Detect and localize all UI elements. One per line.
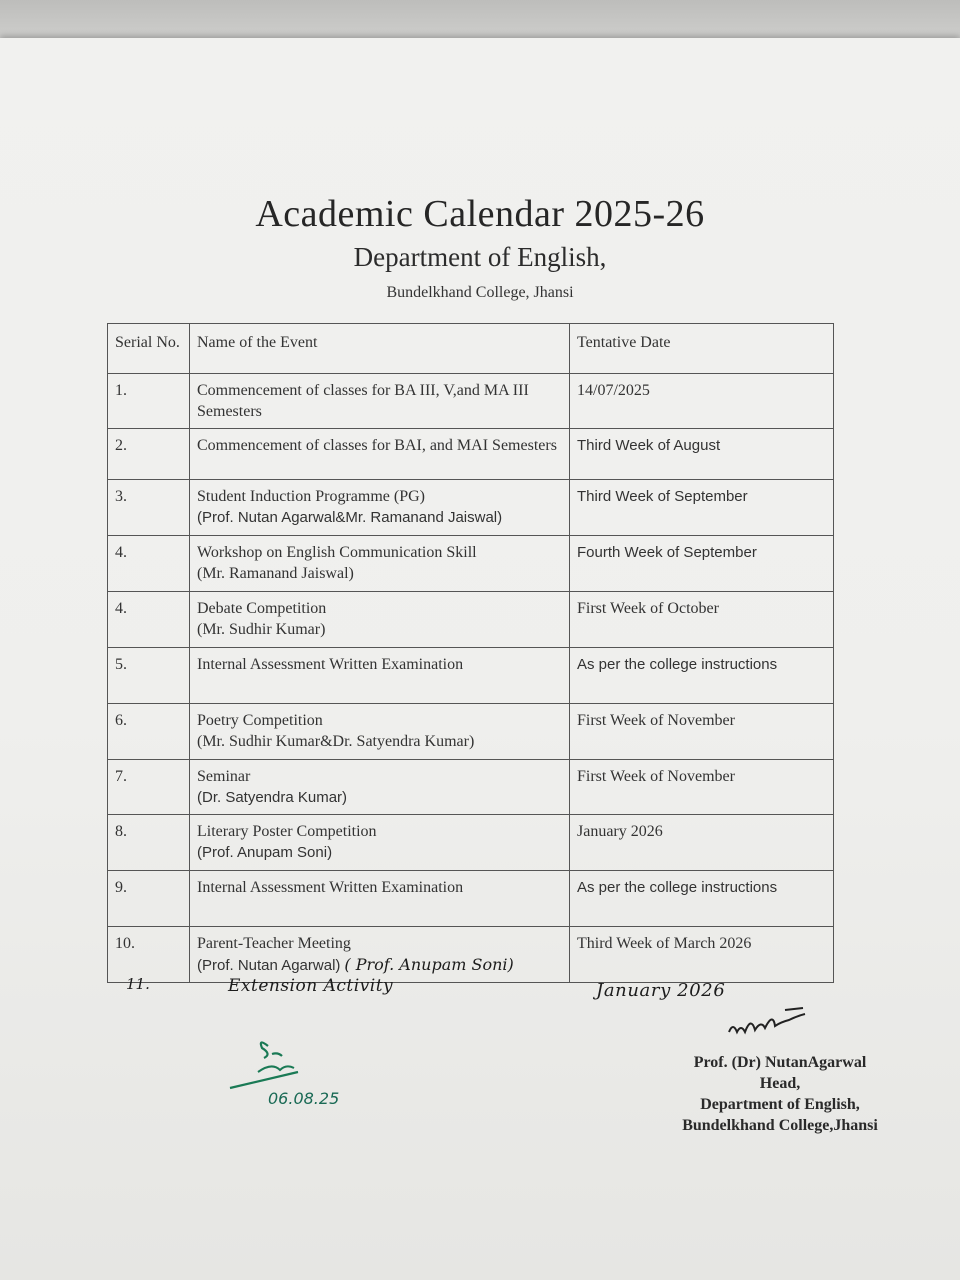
table-row: [108, 815, 834, 871]
event-title: Poetry Competition: [197, 712, 323, 729]
background-top: [0, 0, 960, 42]
table-header-row: [108, 324, 834, 374]
signatory-name: Prof. (Dr) NutanAgarwal: [693, 1054, 867, 1071]
table-row: [108, 871, 834, 927]
event-coordinator: (Prof. Nutan Agarwal&Mr. Ramanand Jaiswal): [197, 509, 503, 526]
row-date: Third Week of September: [570, 480, 834, 536]
event-title: Seminar: [197, 768, 251, 785]
department-name: Department of English,: [353, 242, 607, 272]
row-serial: 3.: [108, 480, 190, 536]
event-coordinator: (Mr. Sudhir Kumar): [197, 621, 326, 638]
row-event: [190, 592, 570, 648]
row-serial: 7.: [108, 760, 190, 815]
table-row: [108, 592, 834, 648]
table-row: [108, 480, 834, 536]
row-serial: 4.: [108, 536, 190, 592]
row-event: [190, 760, 570, 815]
row-serial: 2.: [108, 429, 190, 480]
handwritten-addition: ( Prof. Anupam Soni): [344, 955, 514, 974]
signatory-role: Head,: [759, 1075, 801, 1092]
event-title: Workshop on English Communication Skill: [197, 544, 477, 561]
handwritten-event-11: Extension Activity: [228, 976, 394, 996]
event-title: Parent-Teacher Meeting: [197, 935, 351, 952]
row-event: Commencement of classes for BAI, and MAI Semesters: [190, 429, 570, 480]
signatory-college: Bundelkhand College,Jhansi: [682, 1117, 878, 1134]
event-title: Debate Competition: [197, 600, 327, 617]
college-name: Bundelkhand College, Jhansi: [386, 284, 574, 301]
row-event: Commencement of classes for BA III, V,and MA III Semesters: [190, 374, 570, 429]
row-date: As per the college instructions: [570, 648, 834, 704]
row-serial: 9.: [108, 871, 190, 927]
row-date: As per the college instructions: [570, 871, 834, 927]
row-event: [190, 480, 570, 536]
event-coordinator: (Prof. Nutan Agarwal): [197, 957, 341, 974]
row-date: First Week of October: [570, 592, 834, 648]
row-event: [190, 704, 570, 760]
green-initials-stamp-icon: [228, 1032, 368, 1112]
row-event: Internal Assessment Written Examination: [190, 648, 570, 704]
header-serial: Serial No.: [108, 324, 190, 374]
row-serial: 5.: [108, 648, 190, 704]
stamp-date: 06.08.25: [268, 1089, 340, 1108]
row-event: [190, 815, 570, 871]
event-coordinator: (Mr. Ramanand Jaiswal): [197, 565, 354, 582]
table-row: [108, 648, 834, 704]
signatory-department: Department of English,: [700, 1096, 860, 1113]
event-title: Student Induction Programme (PG): [197, 488, 425, 505]
signature-block: [660, 1052, 900, 1136]
table-row: [108, 927, 834, 983]
row-serial: 4.: [108, 592, 190, 648]
handwritten-serial-11: 11.: [126, 975, 150, 993]
row-date: First Week of November: [570, 760, 834, 815]
row-date: First Week of November: [570, 704, 834, 760]
row-date: Third Week of March 2026: [570, 927, 834, 983]
table-row: [108, 760, 834, 815]
event-coordinator: (Dr. Satyendra Kumar): [197, 789, 348, 806]
row-serial: 1.: [108, 374, 190, 429]
table-row: [108, 704, 834, 760]
table-row: [108, 429, 834, 480]
table-row: [108, 374, 834, 429]
handwritten-date-11: January 2026: [596, 980, 726, 1001]
table-row: [108, 536, 834, 592]
row-serial: 8.: [108, 815, 190, 871]
event-coordinator: (Prof. Anupam Soni): [197, 844, 333, 861]
calendar-table: [107, 323, 834, 983]
document-title: Academic Calendar 2025-26: [255, 193, 705, 235]
row-date: 14/07/2025: [570, 374, 834, 429]
event-title: Literary Poster Competition: [197, 823, 377, 840]
row-serial: 6.: [108, 704, 190, 760]
header-event: Name of the Event: [190, 324, 570, 374]
event-coordinator-line: [197, 954, 562, 976]
row-serial: 10.: [108, 927, 190, 983]
row-event: [190, 536, 570, 592]
row-event: [190, 927, 570, 983]
row-date: Fourth Week of September: [570, 536, 834, 592]
row-event: Internal Assessment Written Examination: [190, 871, 570, 927]
event-coordinator: (Mr. Sudhir Kumar&Dr. Satyendra Kumar): [197, 733, 475, 750]
row-date: Third Week of August: [570, 429, 834, 480]
head-signature-icon: [725, 1002, 815, 1044]
header-date: Tentative Date: [570, 324, 834, 374]
row-date: January 2026: [570, 815, 834, 871]
